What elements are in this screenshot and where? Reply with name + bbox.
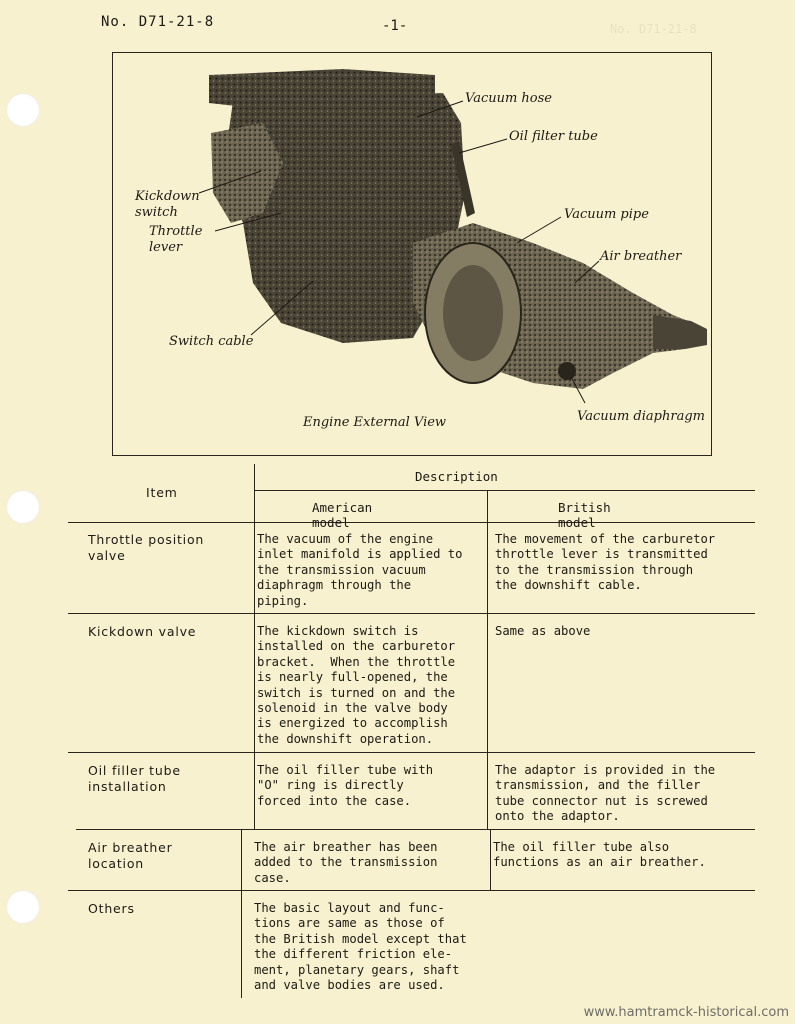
punch-hole xyxy=(6,890,40,924)
rule xyxy=(68,752,755,753)
rule xyxy=(254,464,255,830)
row-american-throttle: The vacuum of the engine inlet manifold is applied to the transmission vacuum diaphragm through the piping. xyxy=(257,532,463,608)
british-model-header: British model xyxy=(558,500,611,530)
rule xyxy=(241,830,242,998)
description-header: Description xyxy=(415,469,498,484)
rule xyxy=(76,829,755,830)
rule xyxy=(68,613,755,614)
row-item-throttle-position-valve: Throttle position valve xyxy=(88,532,205,563)
label-kickdown-switch-2: switch xyxy=(135,205,178,220)
row-item-oil-filler-tube: Oil filler tube installation xyxy=(88,763,181,794)
american-model-header: American model xyxy=(312,500,373,530)
punch-hole xyxy=(6,93,40,127)
figure-caption: Engine External View xyxy=(303,415,447,430)
label-vacuum-hose: Vacuum hose xyxy=(465,91,552,106)
document-number: No. D71-21-8 xyxy=(101,14,215,30)
row-british-throttle: The movement of the carburetor throttle lever is transmitted to the transmission through the downshift cable. xyxy=(495,532,716,593)
row-item-kickdown-valve: Kickdown valve xyxy=(88,624,197,639)
label-switch-cable: Switch cable xyxy=(169,334,254,349)
engine-figure xyxy=(112,52,712,456)
row-american-air-breather: The air breather has been added to the transmission case. xyxy=(254,840,438,885)
rule xyxy=(487,490,488,830)
site-watermark: www.hamtramck-historical.com xyxy=(583,1005,789,1020)
label-air-breather: Air breather xyxy=(600,249,682,264)
label-oil-filter-tube: Oil filter tube xyxy=(509,129,598,144)
label-throttle-lever-2: lever xyxy=(149,240,183,255)
row-american-oil-filler: The oil filler tube with "O" ring is directly forced into the case. xyxy=(257,763,434,808)
row-british-kickdown: Same as above xyxy=(495,624,591,638)
page-number: -1- xyxy=(382,18,408,34)
bleed-through-text: No. D71-21-8 xyxy=(610,22,697,36)
label-vacuum-diaphragm: Vacuum diaphragm xyxy=(577,409,705,424)
label-vacuum-pipe: Vacuum pipe xyxy=(564,207,649,222)
row-item-others: Others xyxy=(88,901,135,916)
row-british-air-breather: The oil filler tube also functions as an air breather. xyxy=(493,840,706,870)
row-american-kickdown: The kickdown switch is installed on the carburetor bracket. When the throttle is nearly full-opened, the switch is turned on and the solenoid in the valve body is energized to accomplish the downshift operation. xyxy=(257,624,456,746)
rule xyxy=(68,890,755,891)
item-header: Item xyxy=(146,485,178,500)
rule xyxy=(490,830,491,891)
punch-hole xyxy=(6,490,40,524)
row-british-oil-filler: The adaptor is provided in the transmission, and the filler tube connector nut is screwed onto the adaptor. xyxy=(495,763,716,824)
rule xyxy=(68,522,755,523)
label-kickdown-switch-1: Kickdown xyxy=(135,189,200,204)
label-throttle-lever-1: Throttle xyxy=(149,224,203,239)
rule xyxy=(254,490,755,491)
row-american-others: The basic layout and func- tions are same as those of the British model except that the different friction ele- ment, planetary gears, shaft and valve bodies are used. xyxy=(254,901,467,993)
row-item-air-breather: Air breather location xyxy=(88,840,173,871)
